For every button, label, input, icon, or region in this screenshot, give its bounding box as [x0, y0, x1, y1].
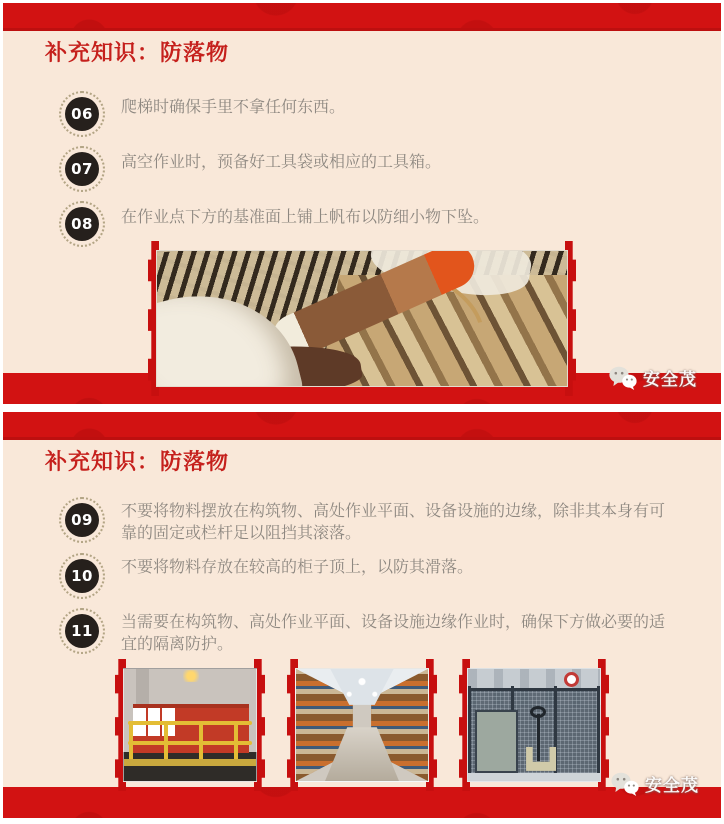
- list-item: [59, 91, 681, 137]
- photo-frame: [467, 668, 601, 782]
- list-item: [59, 553, 681, 599]
- photo-art-floor-strip: [468, 773, 600, 781]
- photo-art-kick-plate: [124, 759, 256, 766]
- tip-text: 当需要在构筑物、高处作业平面、设备设施边缘作业时，确保下方做必要的适宜的隔离防护。: [121, 612, 666, 653]
- number-badge-ring: [59, 201, 105, 247]
- photo-frame: [156, 250, 568, 387]
- photo-art-ceiling-light: [183, 670, 199, 682]
- photo-guardrail-equipment: [123, 668, 257, 782]
- photo-row: [3, 668, 721, 782]
- number-badge-ring: [59, 91, 105, 137]
- photo-frame: [295, 668, 429, 782]
- number-badge: 08: [65, 207, 99, 241]
- number-badge-ring: [59, 608, 105, 654]
- list-item: [59, 201, 681, 247]
- list-item: [59, 608, 681, 655]
- photo-art-pallet-jack-handle: [537, 714, 540, 761]
- section-title: 补充知识：防落物: [45, 41, 230, 66]
- list-item: [59, 497, 681, 544]
- photo-art-solid-panel: [475, 710, 519, 773]
- tip-text: 爬梯时确保手里不拿任何东西。: [121, 97, 346, 116]
- number-badge: 07: [65, 152, 99, 186]
- number-badge: 10: [65, 559, 99, 593]
- tip-text: 在作业点下方的基准面上铺上帆布以防细小物下坠。: [121, 207, 490, 226]
- wechat-icon: [610, 772, 640, 796]
- watermark-label: 安全茂: [643, 370, 697, 390]
- photo-mesh-fence: [467, 668, 601, 782]
- number-badge: 11: [65, 614, 99, 648]
- wechat-icon: [608, 366, 638, 390]
- section-top-red-bar: [3, 3, 721, 31]
- tip-text: 高空作业时，预备好工具袋或相应的工具箱。: [121, 152, 442, 171]
- section-falling-objects-1: [3, 3, 721, 404]
- number-badge: 09: [65, 503, 99, 537]
- number-badge-ring: [59, 497, 105, 543]
- number-badge-ring: [59, 146, 105, 192]
- tips-list: [59, 91, 681, 247]
- number-badge: 06: [65, 97, 99, 131]
- photo-art-yellow-rails: [128, 721, 252, 725]
- section-top-red-bar: [3, 412, 721, 440]
- section-divider-gap: [0, 404, 724, 412]
- watermark: [610, 771, 699, 796]
- section-title: 补充知识：防落物: [45, 450, 230, 475]
- tips-list: [59, 497, 681, 655]
- number-badge-ring: [59, 553, 105, 599]
- photo-frame: [123, 668, 257, 782]
- tip-text: 不要将物料摆放在构筑物、高处作业平面、设备设施的边缘，除非其本身有可靠的固定或栏杆足以阻挡其滚落。: [121, 501, 666, 542]
- photo-warehouse-aisle: [295, 668, 429, 782]
- tip-text: 不要将物料存放在较高的柜子顶上，以防其滑落。: [121, 557, 474, 576]
- watermark-label: 安全茂: [645, 776, 699, 796]
- list-item: [59, 146, 681, 192]
- photo-worker-on-grating: [156, 250, 568, 387]
- watermark: [608, 365, 697, 390]
- section-falling-objects-2: [3, 412, 721, 818]
